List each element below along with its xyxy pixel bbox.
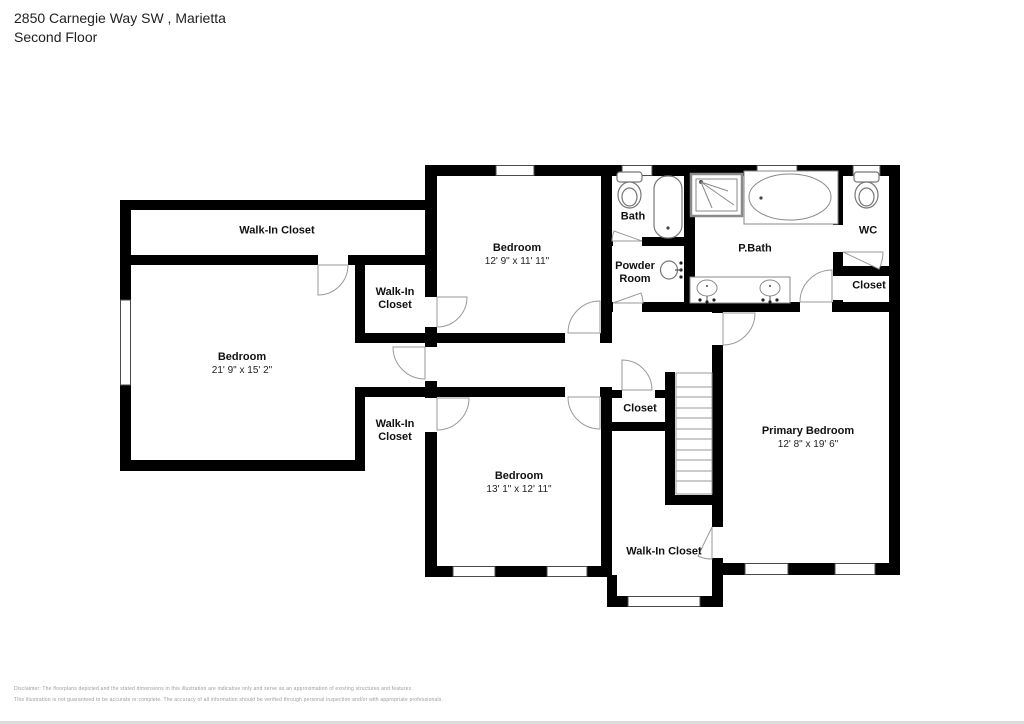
walls	[120, 165, 900, 607]
room-label-bedroom-bottom: Bedroom 13' 1" x 12' 11"	[486, 470, 552, 495]
door-arc	[723, 313, 755, 345]
room-label-pbath: P.Bath	[738, 242, 772, 255]
window	[745, 564, 788, 575]
disclaimer-line1: Disclaimer: The floorplans depicted and the stated dimensions in this illustration are indicative only and serve as an approximation of existing structures and features.	[14, 686, 413, 692]
shower-icon	[691, 174, 742, 216]
door-arc	[568, 301, 600, 333]
room-label-walk-in-closet-main: Walk-In Closet	[239, 224, 315, 237]
room-label-closet-hall: Closet	[623, 402, 657, 415]
room-label-walk-in-closet-upper: Walk-In Closet	[375, 286, 415, 311]
toilet-icon	[617, 172, 642, 208]
toilet-icon	[854, 172, 879, 208]
room-label-bedroom-top: Bedroom 12' 9" x 11' 11"	[484, 242, 550, 267]
stairs-icon	[676, 373, 712, 494]
address-title: 2850 Carnegie Way SW , Marietta	[14, 10, 226, 26]
room-label-closet-topright: Closet	[852, 279, 886, 292]
door-arc	[622, 360, 652, 390]
room-label-walk-in-closet-primary: Walk-In Closet	[626, 545, 702, 558]
window	[453, 567, 495, 577]
window	[496, 166, 534, 176]
window	[121, 300, 131, 385]
room-label-powder-room: Powder Room	[615, 260, 655, 285]
windows	[121, 166, 881, 607]
room-label-bath: Bath	[620, 210, 646, 223]
floor-title: Second Floor	[14, 29, 98, 45]
door-arc	[437, 297, 467, 327]
door-arc	[393, 347, 425, 379]
room-label-wc: WC	[858, 224, 878, 237]
window	[628, 597, 700, 607]
door-arc	[612, 231, 642, 241]
door-arc	[437, 398, 469, 430]
double-vanity-icon	[690, 277, 790, 304]
disclaimer-line2: This illustration is not guaranteed to be accurate or complete. The accuracy of all information should be verified through personal inspection and/or with appropriate professionals.	[14, 697, 444, 703]
window	[835, 564, 875, 575]
door-arc	[318, 265, 348, 295]
room-label-walk-in-closet-lower: Walk-In Closet	[375, 418, 415, 443]
bathtub-icon	[654, 176, 682, 238]
door-arc	[800, 270, 832, 302]
door-arc	[613, 293, 643, 303]
door-arc	[568, 397, 600, 429]
room-label-primary-bedroom: Primary Bedroom 12' 8" x 19' 6"	[761, 425, 855, 450]
garden-tub-icon	[744, 171, 838, 224]
room-label-bedroom-left: Bedroom 21' 9" x 15' 2"	[211, 351, 273, 376]
window	[547, 567, 587, 577]
